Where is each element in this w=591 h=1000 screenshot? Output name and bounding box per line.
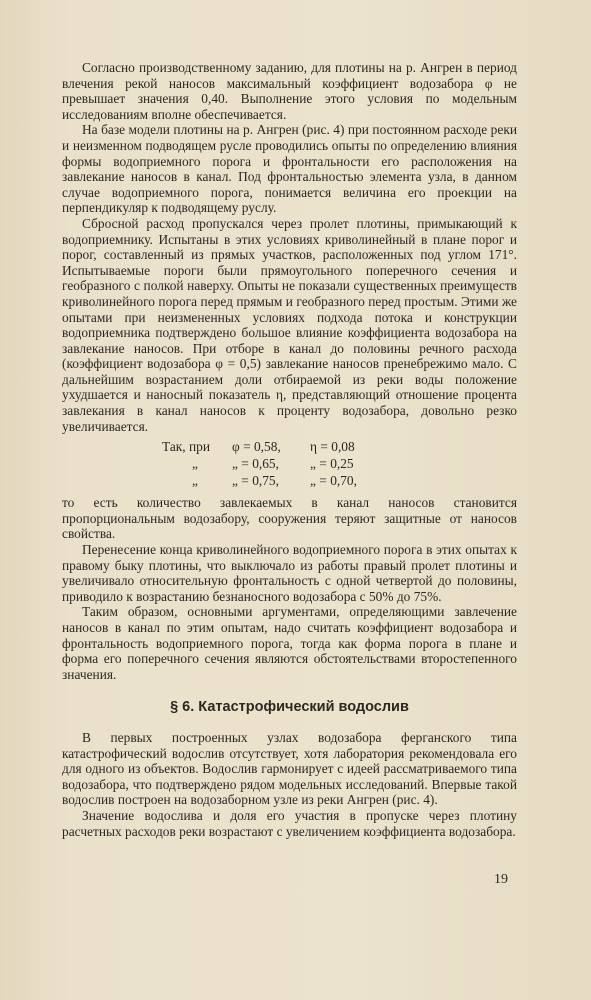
- formula-block: [162, 438, 517, 489]
- formula-row: [162, 472, 517, 489]
- formula-row: [162, 455, 517, 472]
- section-heading: § 6. Катастрофический водослив: [170, 699, 409, 716]
- formula-cell: „ = 0,25: [310, 456, 354, 472]
- formula-cell: „ = 0,65,: [232, 456, 279, 472]
- paragraph: В первых построенных узлах водозабора ферганского типа катастрофический водослив отсутствует, хотя лаборатория рекомендовала его для одного из объектов. Водослив гармонирует с идеей рассматриваемого типа водозабора, что подтверждено рядом модельных исследований. Впервые такой водослив построен на водозаборном узле из реки Ангрен (рис. 4).: [62, 729, 517, 808]
- page-number: 19: [494, 872, 508, 887]
- formula-cell: „ = 0,70,: [310, 473, 357, 489]
- formula-cell: η = 0,08: [310, 439, 355, 455]
- formula-row: [162, 438, 517, 455]
- page-body: [62, 60, 517, 839]
- paragraph: Сбросной расход пропускался через пролет плотины, примыкающий к водоприемнику. Испытаны в этих условиях криволинейный в плане порог и порог, составленный из прямых участков, расположенных под углом 171°. Испытываемые пороги были прямоугольного поперечного сечения и геобразного с полкой наверху. Опыты не показали существенных преимуществ криволинейного порога перед прямым и геобразного перед простым. Этими же опытами при неизмененных условиях подхода потока и конструкции водоприемника подтверждено большое влияние коэффициента водозабора на завлекание наносов. При отборе в канал до половины речного расхода (коэффициент водозабора φ = 0,5) завлекание наносов пренебрежимо мало. С дальнейшим возрастанием доли отбираемой из реки воды положение ухудшается и наносный показатель η, представляющий отношение процента завлекания в канал наносов к проценту водозабора, довольно резко увеличивается.: [62, 215, 517, 434]
- formula-cell: φ = 0,58,: [232, 439, 281, 455]
- formula-cell: „: [192, 473, 198, 489]
- formula-cell: „: [192, 456, 198, 472]
- paragraph: Согласно производственному заданию, для плотины на р. Ангрен в период влечения рекой наносов максимальный коэффициент водозабора φ не превышает значения 0,40. Выполнение этого условия по модельным исследованиям вполне обеспечивается.: [62, 60, 517, 122]
- paragraph: Таким образом, основными аргументами, определяющими завлечение наносов в канал по этим опытам, надо считать коэффициент водозабора и фронтальность водоприемного порога, тогда как форма порога в плане и форма его поперечного сечения являются обстоятельствами второстепенного значения.: [62, 604, 517, 682]
- paragraph: то есть количество завлекаемых в канал наносов становится пропорциональным водозабору, сооружения теряют защитные от наносов свойства.: [62, 495, 517, 542]
- paragraph: На базе модели плотины на р. Ангрен (рис. 4) при постоянном расходе реки и неизменном подводящем русле проводились опыты по определению влияния формы водоприемного порога и фронтальности его расположения на завлекание наносов в канал. Под фронтальностью элемента узла, в данном случае водоприемного порога, понимается величина его проекции на перпендикуляр к подводящему руслу.: [62, 122, 517, 216]
- paragraph: Значение водослива и доля его участия в пропуске через плотину расчетных расходов реки возрастают с увеличением коэффициента водозабора.: [62, 807, 517, 839]
- formula-cell: Так, при: [162, 439, 211, 455]
- formula-cell: „ = 0,75,: [232, 473, 279, 489]
- paragraph: Перенесение конца криволинейного водоприемного порога в этих опытах к правому быку плотины, что выключало из работы правый пролет плотины и увеличивало относительную фронтальность с одной четвертой до половины, приводило к возрастанию безнаносного водозабора с 50% до 75%.: [62, 542, 517, 604]
